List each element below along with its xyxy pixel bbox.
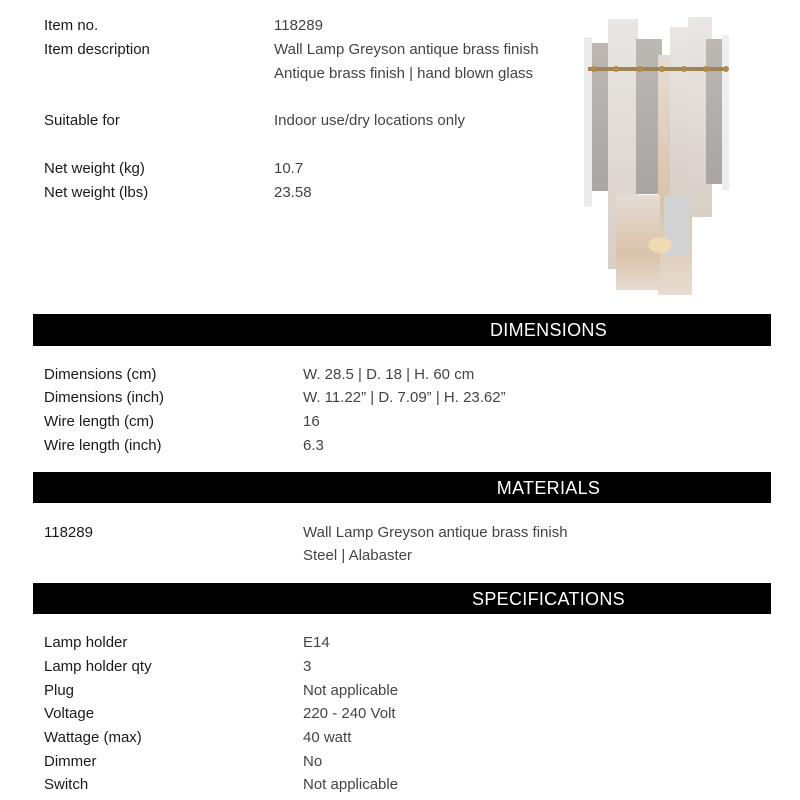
net-weight-lbs-value: 23.58: [274, 184, 312, 201]
materials-title: MATERIALS: [496, 478, 601, 498]
spec-row-value: No: [303, 753, 323, 770]
item-no-value: 118289: [274, 17, 323, 34]
item-description-line2: Antique brass finish | hand blown glass: [274, 65, 534, 82]
specifications-header: [33, 583, 771, 614]
dimensions-title: DIMENSIONS: [489, 320, 607, 340]
spec-row-label: Voltage: [44, 705, 95, 722]
dimensions-row-label: Dimensions (inch): [44, 389, 165, 406]
item-no-label: Item no.: [44, 17, 99, 34]
glass-rod: [722, 35, 729, 190]
general-info-section: [0, 0, 800, 300]
dimensions-row-label: Dimensions (cm): [44, 366, 157, 383]
spec-row-value: Not applicable: [303, 776, 399, 793]
bulb-glow: [648, 237, 672, 253]
suitable-for-value: Indoor use/dry locations only: [274, 112, 465, 129]
spec-row-value: 220 - 240 Volt: [303, 705, 396, 722]
net-weight-lbs-label: Net weight (lbs): [44, 184, 149, 201]
dimensions-header: [33, 314, 771, 346]
suitable-for-label: Suitable for: [44, 112, 120, 129]
glass-panel: [706, 39, 724, 184]
item-description-label: Item description: [44, 41, 150, 58]
dimensions-row-label: Wire length (cm): [44, 413, 155, 430]
dimensions-row-value: W. 28.5 | D. 18 | H. 60 cm: [303, 366, 475, 383]
spec-row-label: Lamp holder: [44, 634, 128, 651]
materials-item-no: 118289: [44, 524, 93, 541]
materials-line1: Wall Lamp Greyson antique brass finish: [303, 524, 568, 541]
spec-row-label: Plug: [44, 682, 75, 699]
materials-line2: Steel | Alabaster: [303, 547, 412, 564]
specifications-title: SPECIFICATIONS: [472, 589, 625, 609]
net-weight-kg-value: 10.7: [274, 160, 304, 177]
glass-rod: [584, 37, 592, 207]
materials-header: [33, 472, 771, 503]
spec-row-label: Lamp holder qty: [44, 658, 152, 675]
net-weight-kg-label: Net weight (kg): [44, 160, 145, 177]
wall-lamp-image: [580, 15, 770, 300]
dimensions-row-value: 6.3: [303, 437, 324, 454]
spec-row-value: 3: [303, 658, 312, 675]
spec-row-label: Switch: [44, 776, 89, 793]
dimensions-row-value: W. 11.22” | D. 7.09” | H. 23.62”: [303, 389, 506, 406]
spec-row-label: Dimmer: [44, 753, 97, 770]
spec-row-value: Not applicable: [303, 682, 399, 699]
item-description-line1: Wall Lamp Greyson antique brass finish: [274, 41, 539, 58]
dimensions-row-label: Wire length (inch): [44, 437, 162, 454]
spec-row-value: 40 watt: [303, 729, 352, 746]
spec-row-label: Wattage (max): [44, 729, 142, 746]
spec-row-value: E14: [303, 634, 330, 651]
dimensions-row-value: 16: [303, 413, 320, 430]
